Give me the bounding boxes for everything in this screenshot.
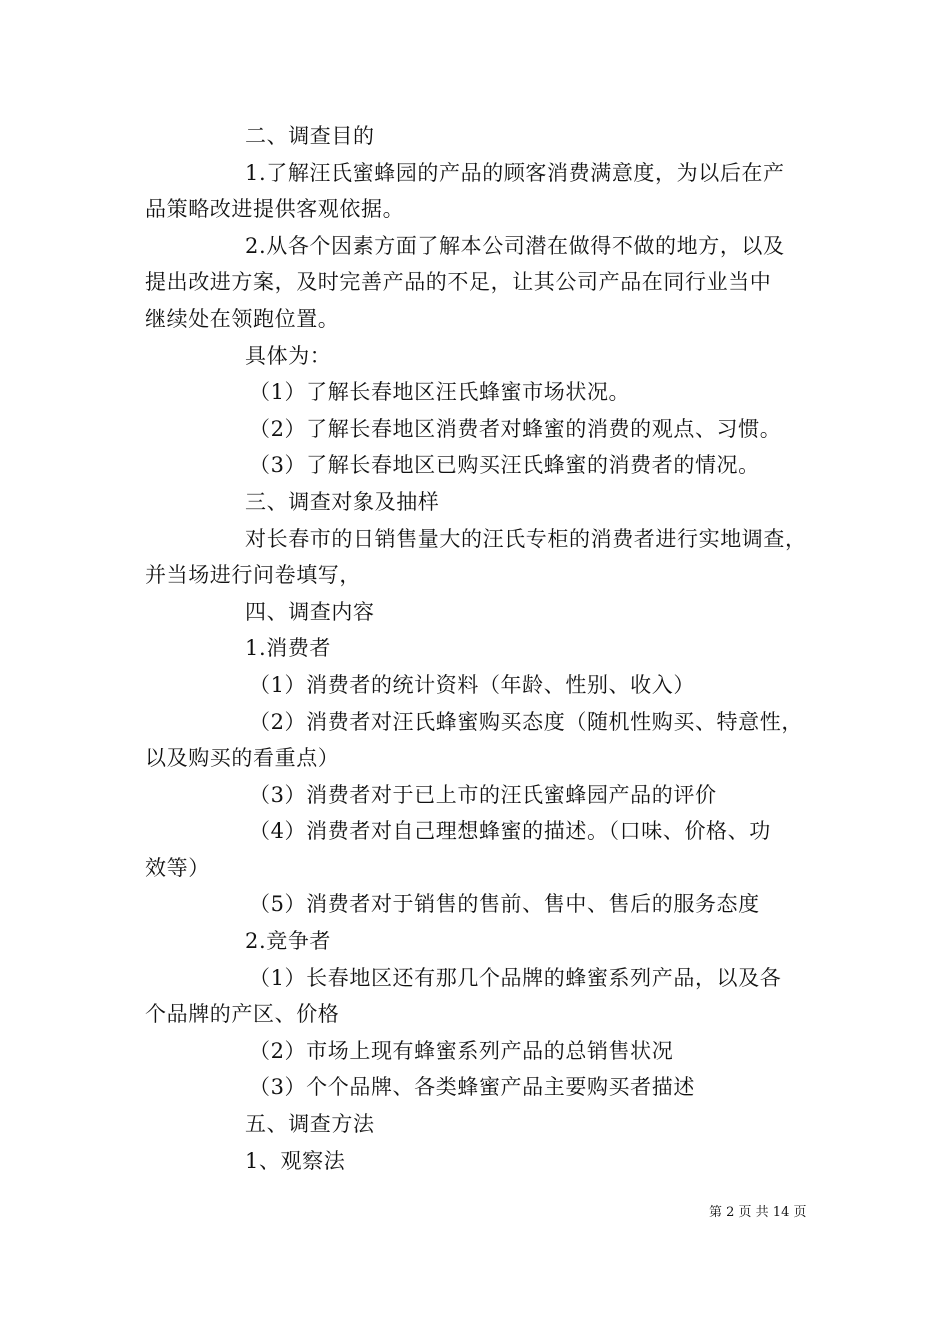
paragraph-line: 1.了解汪氏蜜蜂园的产品的顾客消费满意度，为以后在产 bbox=[245, 160, 785, 185]
list-item: （2）市场上现有蜂蜜系列产品的总销售状况 bbox=[249, 1038, 674, 1063]
paragraph-line: 并当场进行问卷填写， bbox=[145, 563, 361, 588]
list-item: （1）了解长春地区汪氏蜂蜜市场状况。 bbox=[249, 380, 631, 405]
paragraph-line: 2.从各个因素方面了解本公司潜在做得不做的地方，以及 bbox=[245, 233, 785, 258]
page-number-footer: 第 2 页 共 14 页 bbox=[709, 1205, 807, 1220]
list-item: （3）个个品牌、各类蜂蜜产品主要购买者描述 bbox=[249, 1075, 695, 1100]
document-body bbox=[145, 118, 815, 1179]
list-item: （3）消费者对于已上市的汪氏蜜蜂园产品的评价 bbox=[249, 782, 717, 807]
paragraph-line: 对长春市的日销售量大的汪氏专柜的消费者进行实地调查， bbox=[245, 526, 807, 551]
subheading-consumers: 1.消费者 bbox=[245, 636, 332, 661]
list-item: （1）消费者的统计资料（年龄、性别、收入） bbox=[249, 672, 695, 697]
list-item: （2）了解长春地区消费者对蜂蜜的消费的观点、习惯。 bbox=[249, 416, 782, 441]
list-item: （1）长春地区还有那几个品牌的蜂蜜系列产品，以及各 bbox=[249, 965, 782, 990]
heading-survey-content: 四、调查内容 bbox=[245, 599, 375, 624]
list-item: （5）消费者对于销售的售前、售中、售后的服务态度 bbox=[249, 892, 760, 917]
heading-survey-purpose: 二、调查目的 bbox=[245, 124, 375, 148]
list-item: （4）消费者对自己理想蜂蜜的描述。（口味、价格、功 bbox=[249, 819, 771, 844]
list-item: （3）了解长春地区已购买汪氏蜂蜜的消费者的情况。 bbox=[249, 453, 760, 478]
list-item-continuation: 个品牌的产区、价格 bbox=[145, 1002, 340, 1027]
subheading-competitors: 2.竞争者 bbox=[245, 929, 332, 954]
heading-survey-method: 五、调查方法 bbox=[245, 1112, 375, 1137]
list-item: （2）消费者对汪氏蜂蜜购买态度（随机性购买、特意性， bbox=[249, 709, 803, 734]
subheading-observation-method: 1、观察法 bbox=[245, 1148, 346, 1173]
list-item-continuation: 以及购买的看重点） bbox=[145, 746, 340, 771]
paragraph-line: 提出改进方案，及时完善产品的不足，让其公司产品在同行业当中 bbox=[145, 270, 772, 295]
heading-survey-target: 三、调查对象及抽样 bbox=[245, 489, 440, 514]
list-item-continuation: 效等） bbox=[145, 855, 210, 880]
paragraph-line: 继续处在领跑位置。 bbox=[145, 306, 340, 331]
paragraph-line: 具体为： bbox=[245, 343, 332, 368]
paragraph-line: 品策略改进提供客观依据。 bbox=[145, 197, 405, 222]
